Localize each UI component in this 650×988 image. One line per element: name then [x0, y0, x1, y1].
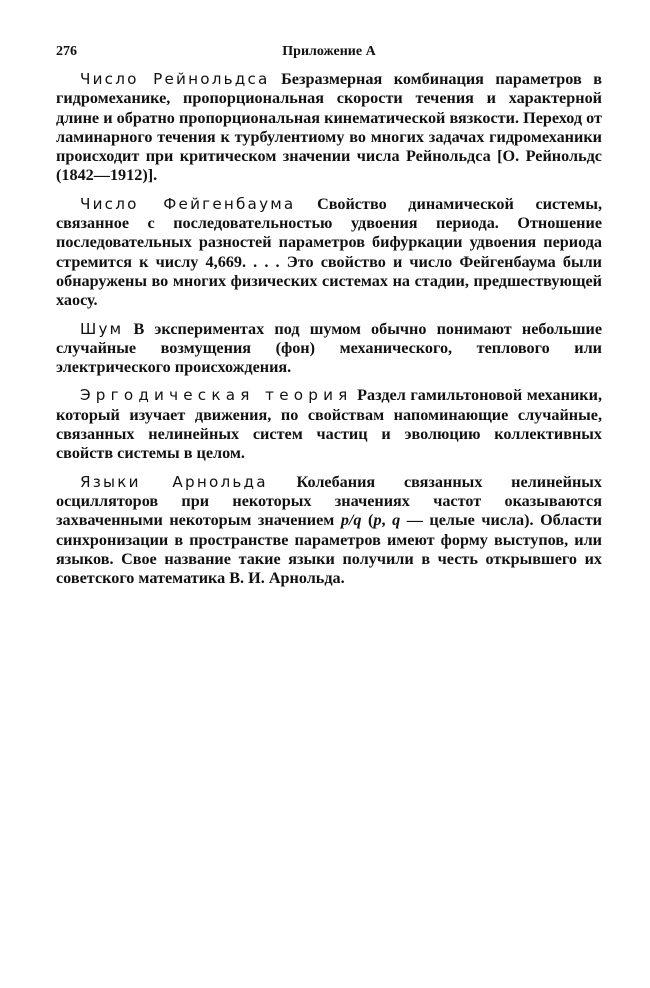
glossary-entry-ergodic-theory: [56, 386, 602, 463]
glossary-definition-part: — целые числа). Области синхронизации в пространстве параметров имеют форму выступов, или языков. Свое название такие языки получили в честь открывшего их советского математика В. И. Арнольда.: [56, 511, 603, 588]
book-page: [56, 44, 602, 597]
page-number: 276: [56, 44, 77, 59]
separator: ,: [381, 511, 393, 530]
glossary-term: Языки Арнольда: [80, 472, 268, 491]
page-header: [56, 44, 602, 70]
glossary-definition: Безразмерная комбинация параметров в гидромеханике, пропорциональная скорости течения и характерной длине и обратно пропорциональная кинематической вязкости. Переход от ламинарного течения к турбулентиому во многих задачах гидромеханики происходит при критическом значении числа Рейнольдса [О. Рейнольдс (1842—1912)].: [56, 70, 602, 185]
glossary-definition: Свойство динамической системы, связанное с последовательностью удвоения периода. Отношение последовательных разностей параметров бифуркации удвоения периода стремится к числу 4,669. . . . Это свойство и число Фейгенбаума были обнаружены во многих физических системах на стадии, предшествующей хаосу.: [56, 194, 603, 310]
glossary-entry-arnold-tongues: [56, 473, 602, 589]
running-head: Приложение А: [282, 44, 376, 59]
glossary-term: Эргодическая теория: [80, 386, 353, 405]
glossary-entry-reynolds-number: [56, 70, 602, 186]
variable-q: q: [392, 511, 401, 530]
glossary-entry-noise: [56, 320, 602, 378]
frequency-ratio: p/q: [340, 511, 362, 530]
glossary-term: Шум: [80, 319, 124, 338]
glossary-definition: В экспериментах под шумом обычно понимают небольшие случайные возмущения (фон) механического, теплового или электрического происхождения.: [56, 319, 603, 377]
glossary-definition: Раздел гамильтоновой механики, который изучает движения, по свойствам напоминающие случайные, связанных нелинейных систем частиц и эволюцию коллективных свойств системы в целом.: [56, 386, 603, 463]
glossary-term: Число Рейнольдса: [80, 70, 270, 88]
glossary-definition-part: Колебания связанных нелинейных осцилляторов при некоторых значениях частот оказываются захваченными некоторым значением: [56, 472, 603, 530]
paren-open: (: [361, 511, 374, 530]
glossary-term: Число Фейгенбаума: [80, 194, 296, 213]
variable-p: p: [373, 511, 382, 530]
glossary-entry-feigenbaum-number: [56, 195, 602, 311]
